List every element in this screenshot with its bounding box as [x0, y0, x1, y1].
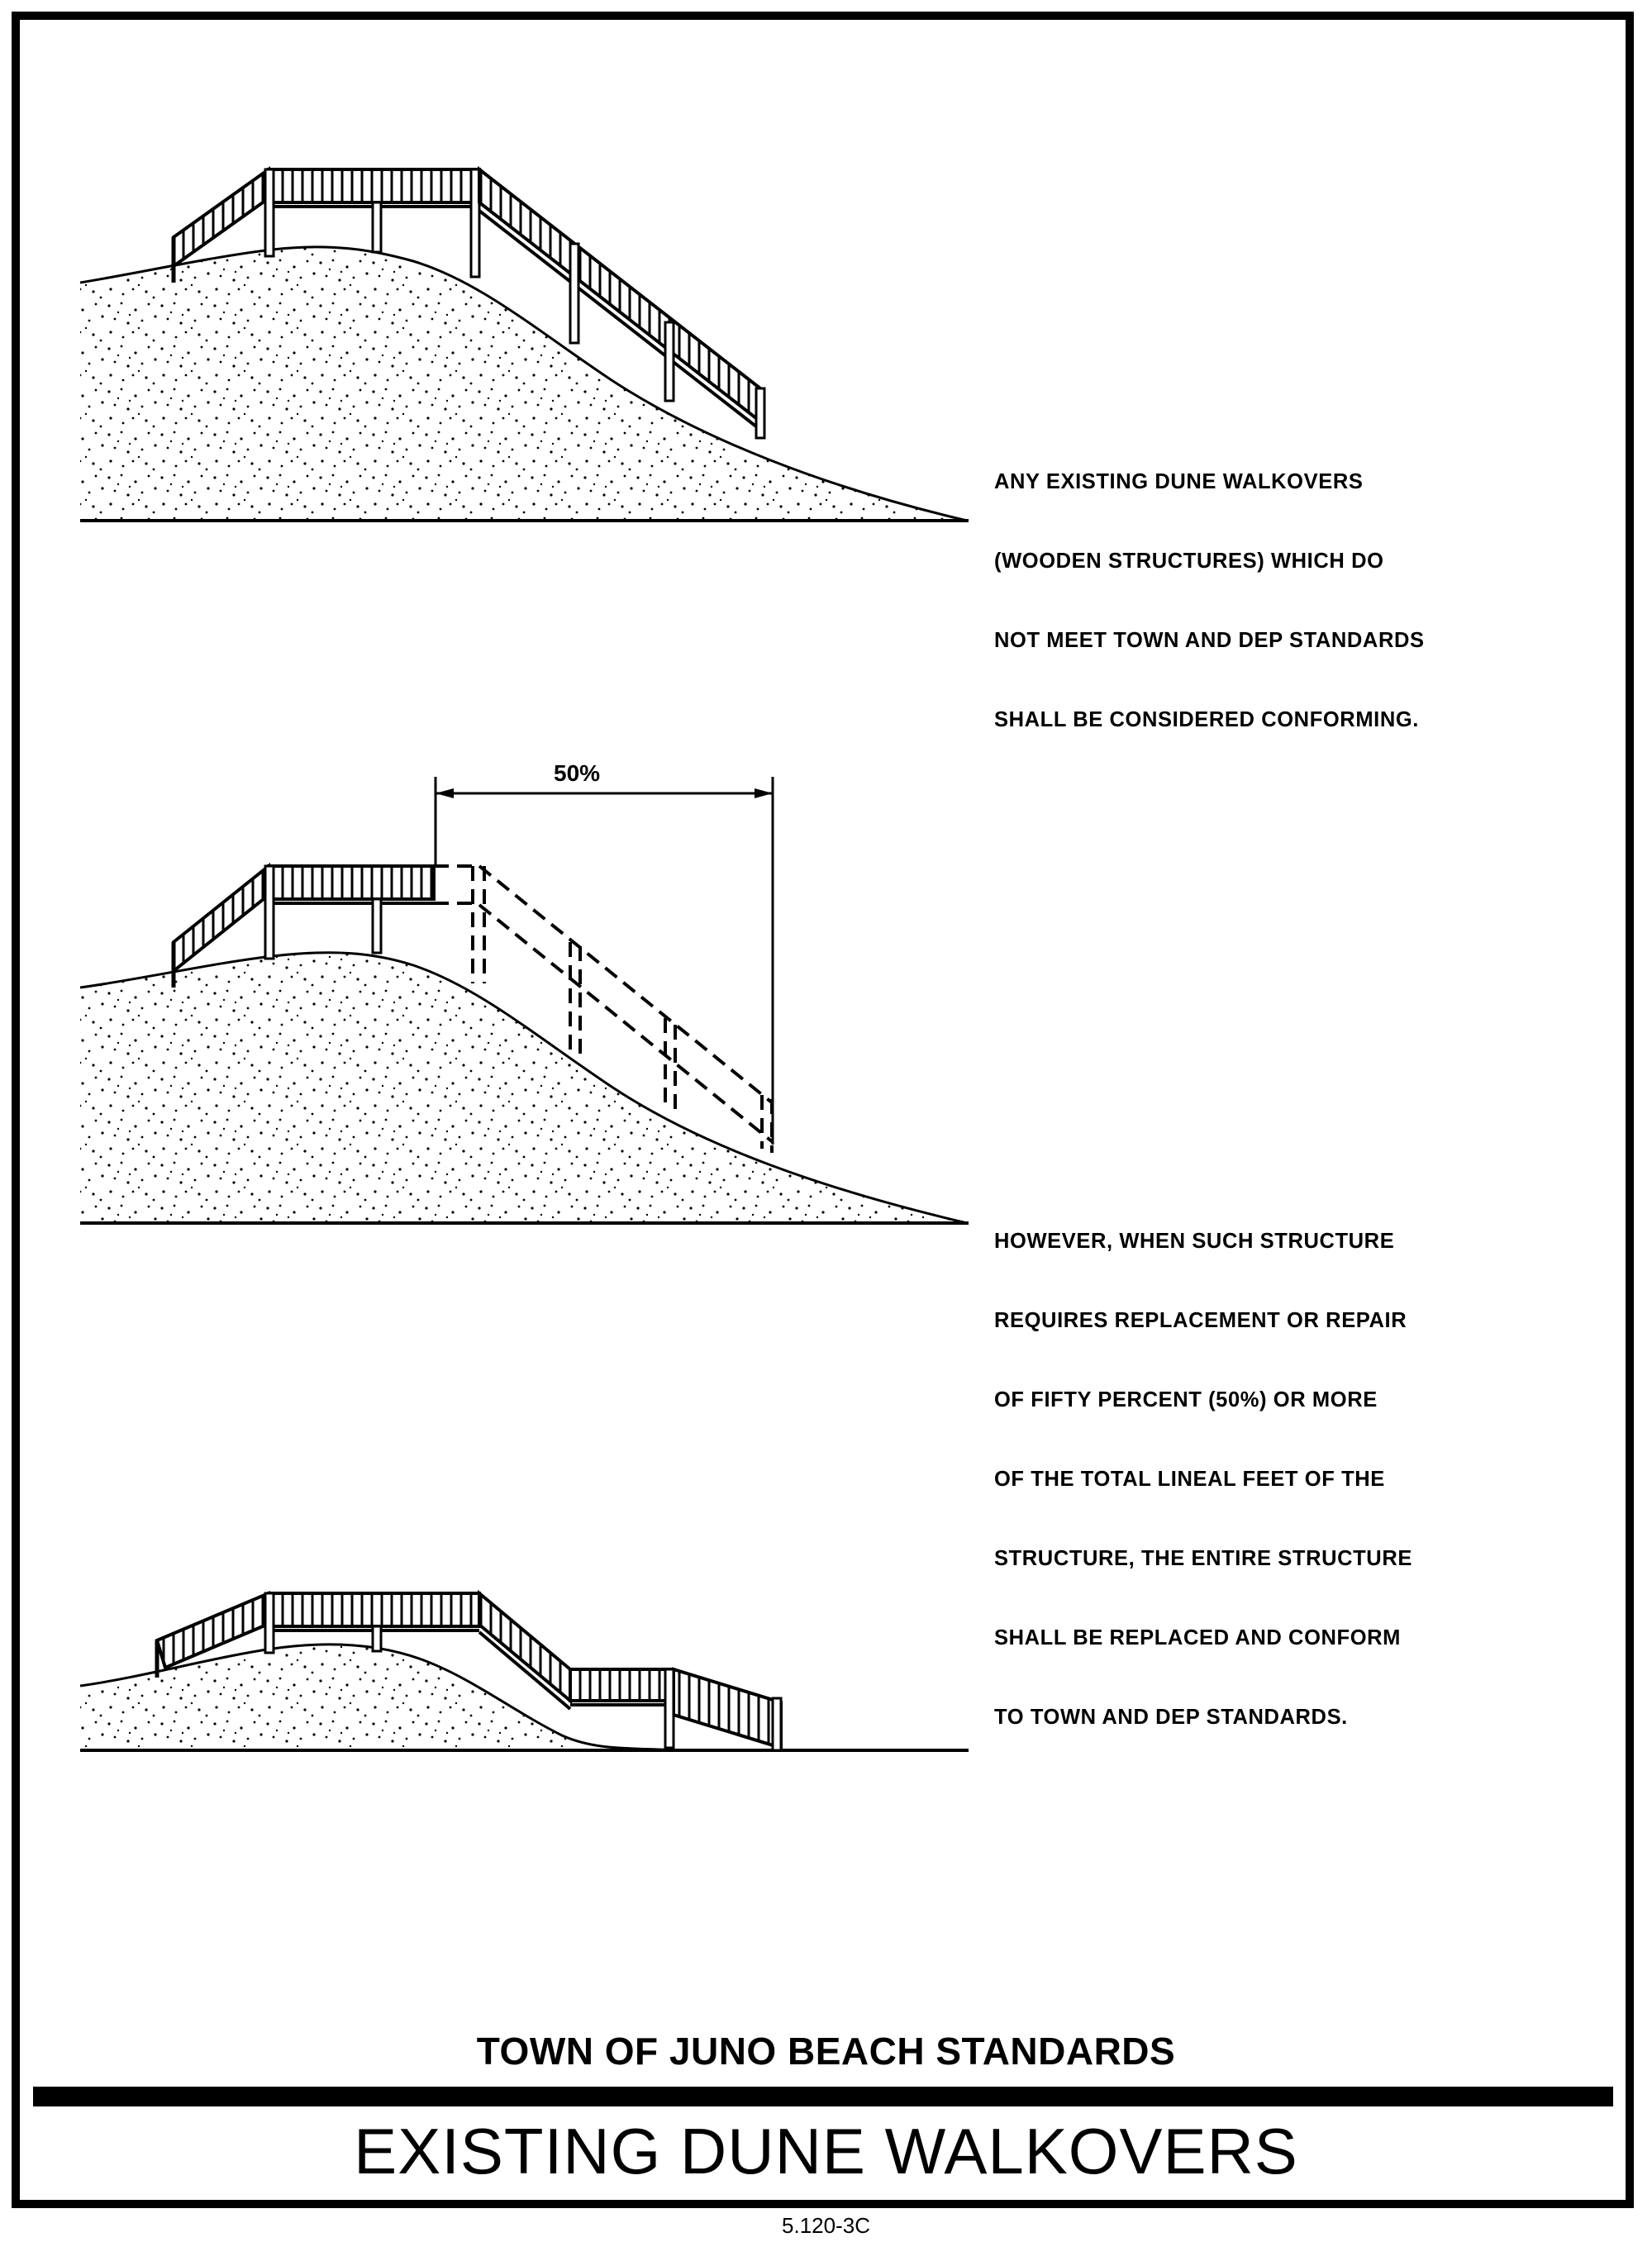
left-stair-railing — [174, 866, 269, 971]
note-line: REQUIRES REPLACEMENT OR REPAIR — [994, 1309, 1407, 1332]
lower-platform-railing — [570, 1669, 674, 1701]
note-line: HOWEVER, WHEN SUCH STRUCTURE — [994, 1230, 1395, 1253]
note-line: NOT MEET TOWN AND DEP STANDARDS — [994, 629, 1425, 652]
platform-post — [265, 169, 274, 256]
dune-mound — [80, 953, 967, 1223]
platform-post — [265, 866, 274, 959]
figure-partial-replacement — [80, 777, 969, 1223]
lower-stair-railing — [674, 1669, 781, 1748]
drawing-title: EXISTING DUNE WALKOVERS — [354, 2115, 1298, 2187]
platform-post — [373, 899, 381, 953]
note-line: SHALL BE CONSIDERED CONFORMING. — [994, 708, 1419, 731]
note-line: (WOODEN STRUCTURES) WHICH DO — [994, 550, 1384, 573]
note-line: STRUCTURE, THE ENTIRE STRUCTURE — [994, 1547, 1412, 1570]
note-replacement-requirement — [994, 1175, 1412, 1757]
note-line: SHALL BE REPLACED AND CONFORM — [994, 1626, 1401, 1649]
platform-railing — [269, 169, 479, 202]
lower-post — [665, 1669, 674, 1748]
dune-mound — [80, 247, 967, 521]
drawing-number: 5.120-3C — [782, 2213, 870, 2238]
note-existing-walkovers — [994, 416, 1425, 759]
stair-post — [756, 388, 764, 438]
platform-post — [373, 1626, 381, 1651]
platform-railing — [269, 1593, 479, 1626]
stair-post — [665, 322, 674, 401]
figure-conforming-walkover — [80, 1593, 969, 1750]
note-line: ANY EXISTING DUNE WALKOVERS — [994, 470, 1364, 493]
note-line: OF THE TOTAL LINEAL FEET OF THE — [994, 1468, 1385, 1491]
platform-post — [265, 1593, 274, 1653]
dimension-label: 50% — [554, 760, 601, 786]
agency-title: TOWN OF JUNO BEACH STANDARDS — [476, 2030, 1176, 2073]
stair-post — [570, 244, 578, 343]
end-post — [773, 1698, 781, 1750]
title-divider — [33, 2087, 1613, 2106]
figure-existing-walkover — [80, 169, 969, 521]
platform-railing — [269, 866, 434, 899]
note-line: OF FIFTY PERCENT (50%) OR MORE — [994, 1388, 1378, 1411]
note-line: TO TOWN AND DEP STANDARDS. — [994, 1706, 1348, 1729]
platform-post — [373, 202, 381, 252]
stair-railing — [479, 1593, 570, 1701]
